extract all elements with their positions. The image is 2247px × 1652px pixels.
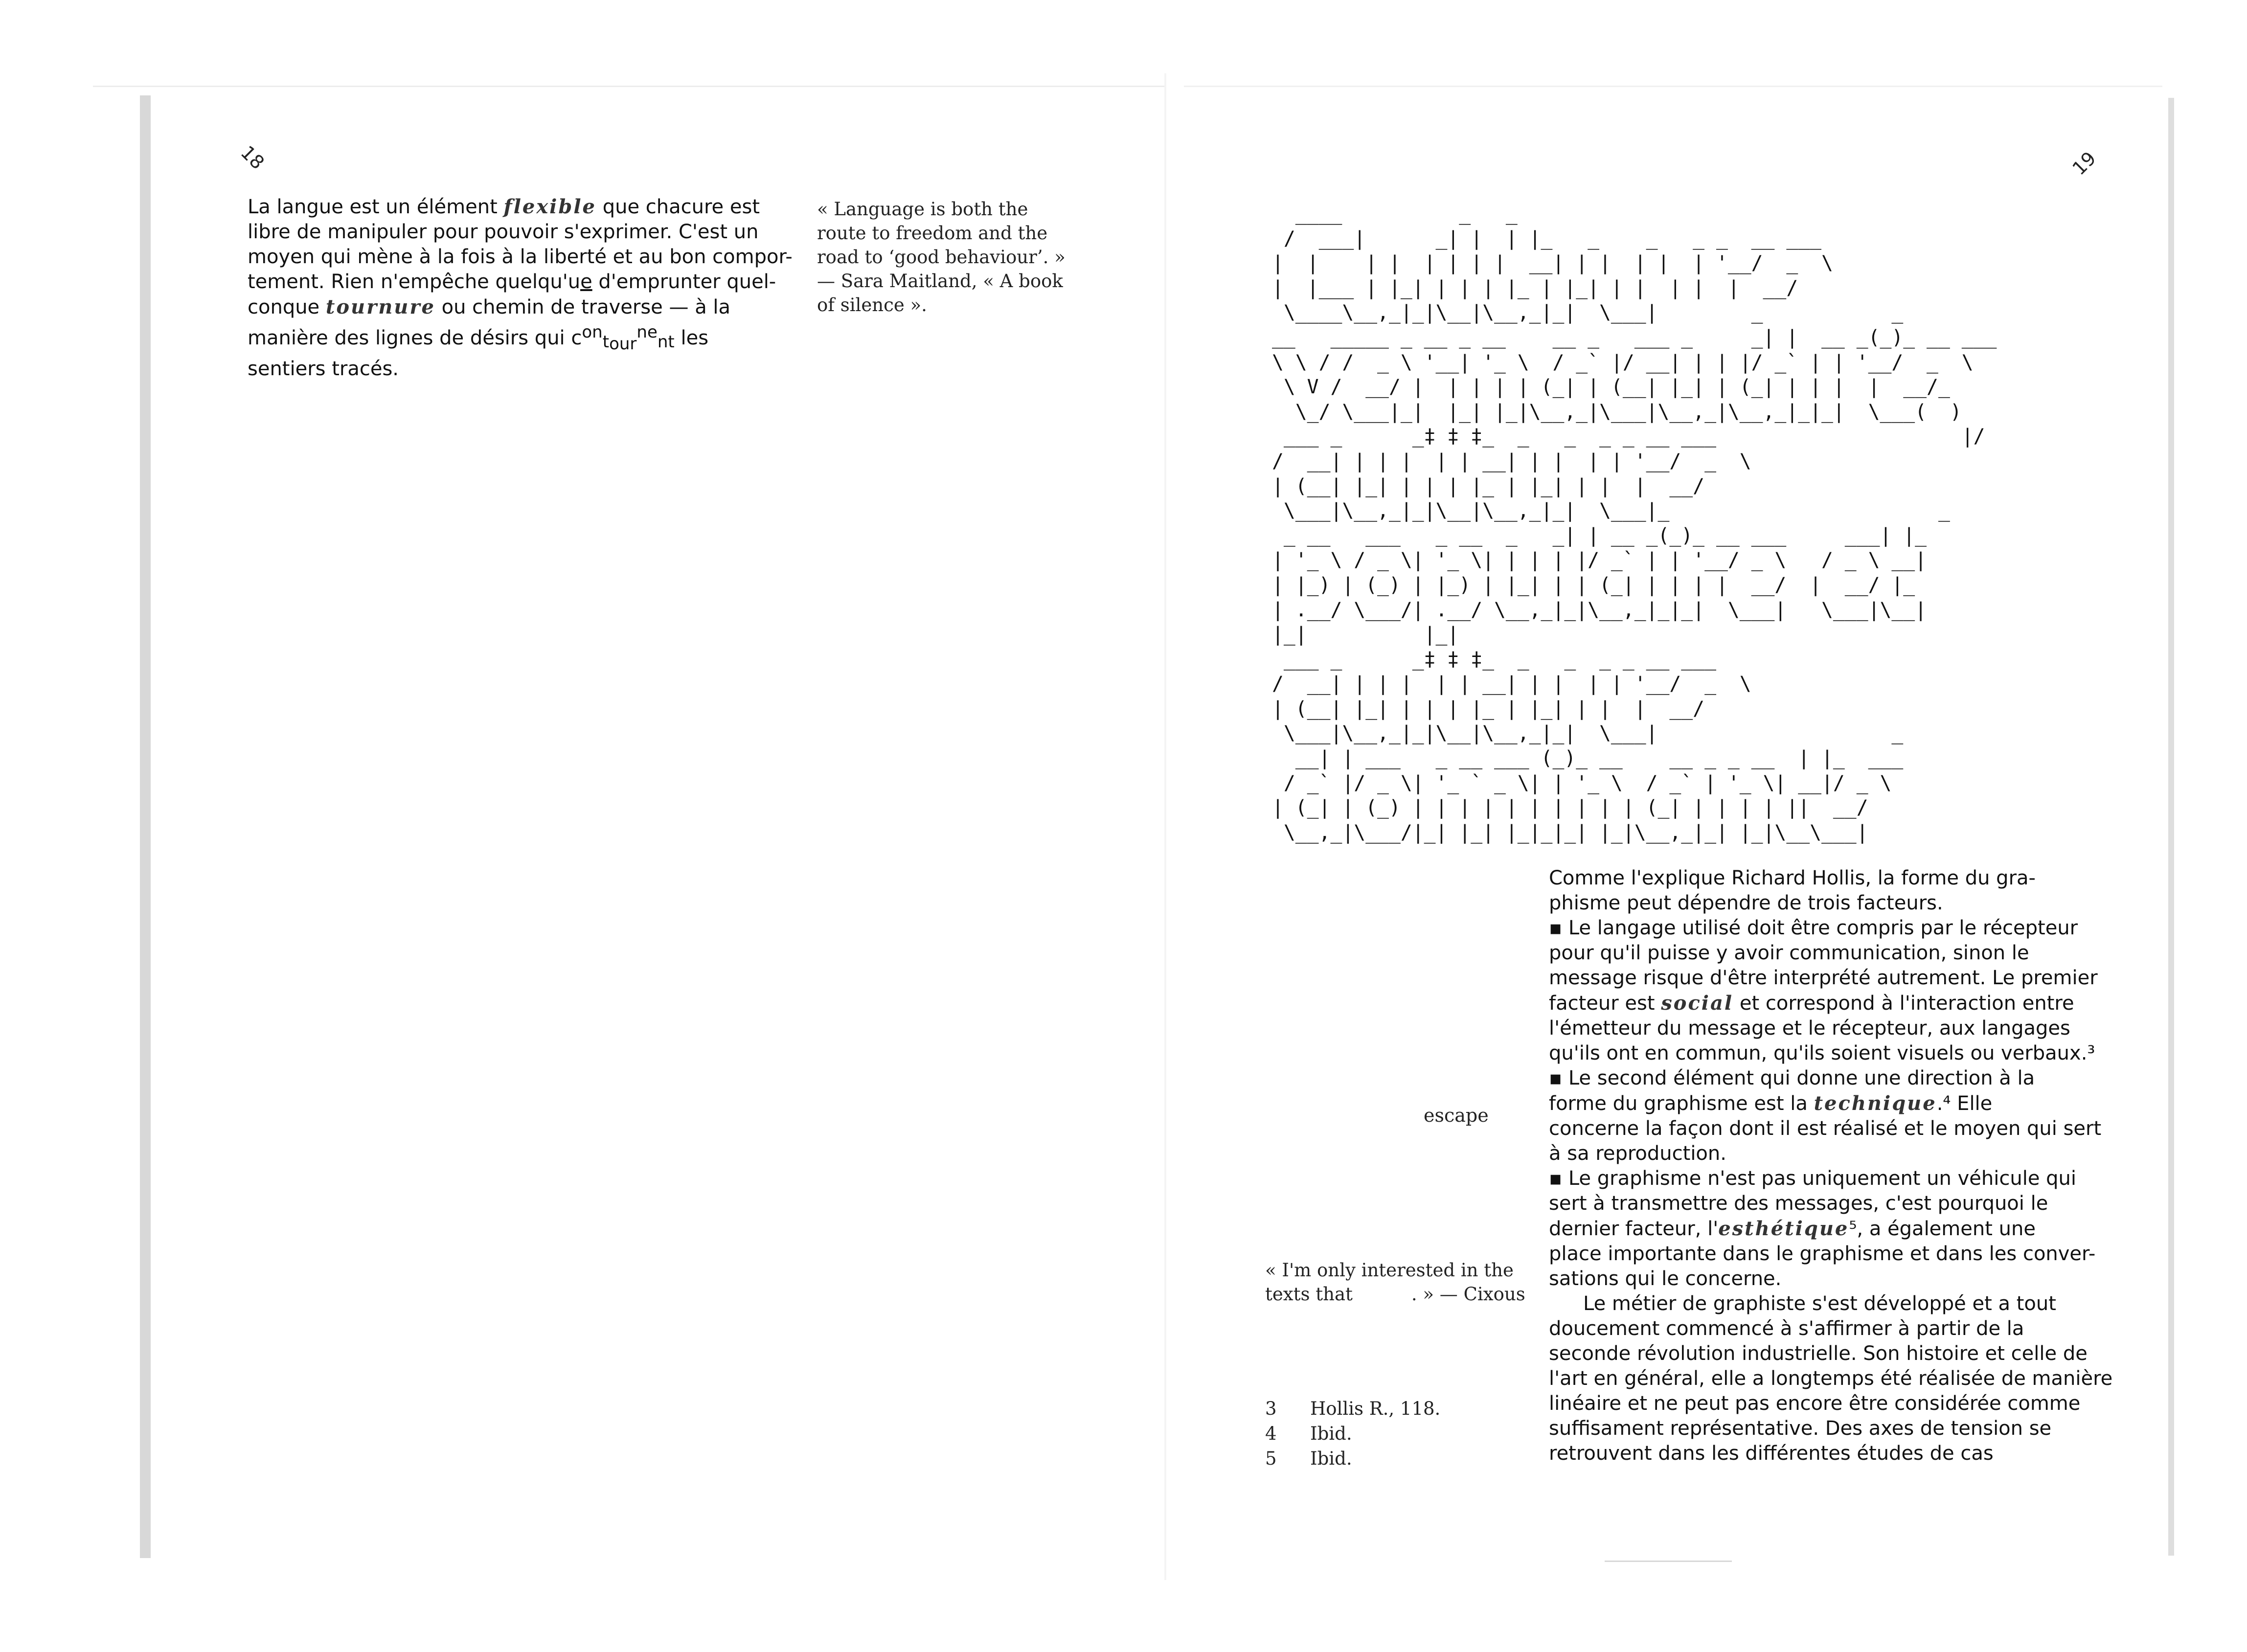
footnote: 3 Hollis R., 118. [1265,1398,1441,1419]
footnote: 5 Ibid. [1265,1448,1352,1469]
word-tournure: tournure [325,295,435,318]
side-quote-cixous: « I'm only interested in the texts that . » — Cixous [1265,1260,1525,1305]
page-edge-right [2168,98,2174,1556]
footnotes [1265,1396,1510,1471]
word-social: social [1661,992,1734,1015]
page-edge-left [140,95,151,1558]
footnote: 4 Ibid. [1265,1423,1352,1444]
word-esthetique: esthétique [1718,1217,1849,1240]
right-body-text: Comme l'explique Richard Hollis, la forme du gra- phisme peut dépendre de trois facteurs. ▪ Le langage utilisé doit être compris par le récepteur pour qu'il puisse y avoir communication, sinon le message risque d'être interprété autrement. Le premier facteur est social et correspond à l'interaction entre l'émetteur du message et le récepteur, aux langages qu'ils ont en commun, qu'ils soient visuels ou verbaux.³ ▪ Le second élément qui donne une direction à la forme du graphisme est la technique.⁴ Elle concerne la façon dont il est réalisé et le moyen qui sert à sa reproduction. ▪ Le graphisme n'est pas uniquement un véhicule qui sert à transmettre des messages, c'est pourquoi le dernier facteur, l'esthétique⁵, a également une place importante dans le graphisme et dans les conver- sations qui le concerne. Le métier de graphiste s'est développé et a tout doucement commencé à s'affirmer à partir de la seconde révolution industrielle. Son histoire et celle de l'art en général, elle a longtemps été réalisée de manière linéaire et ne peut pas encore être considérée comme suffisament représentative. Des axes de tension se retrouvent dans les différentes études de cas [1549,867,2113,1465]
side-quote-maitland: « Language is both the route to freedom and the road to ‘good behaviour’. » — Sara Maitland, « A book of silence ». [817,199,1066,316]
book-gutter [1164,73,1166,1580]
page-edge-top-right [1184,86,2162,87]
ascii-art-title: ____ _ _ / ___| _| | | |_ _ _ _ _ __ ___ | | | | | | | | __| | | | | | '__/ _ \ | |___ | |_| | | | |_ | |_| | | | | | __/ \____\__,_|_|\__|\__,_|_| \___| _ _ __ _____ _ __ _ __ __ _ ___ _ _| | __ _(_)_ __ ___ \ \ / / _ \ '__| '_ \ / _` |/ __| | | |/ _` | | '__/ _ \ \ V / __/ | | | | | (_| | (__| |_| | (_| | | | | __/_ \_/ \___|_| |_| |_|\__,_|\___|\__,_|\__,_|_|_| \___( ) ___ _ _‡ ‡ ‡_ _ _ _ _ __ ___ |/ / __| | | | | | __| | | | | '__/ _ \ | (__| |_| | | | |_ | |_| | | | __/ \___|\__,_|_|\__|\__,_|_| \___|_ _ _ __ ___ _ __ _ _| | __ _(_)_ __ ___ ___| |_ | '_ \ / _ \| '_ \| | | | |/ _` | | '__/ _ \ / _ \ __| | |_) | (_) | |_) | |_| | | (_| | | | | __/ | __/ |_ | .__/ \___/| .__/ \__,_|_|\__,_|_|_| \___| \___|\__| |_| |_| ___ _ _‡ ‡ ‡_ _ _ _ _ __ ___ / __| | | | | | __| | | | | '__/ _ \ | (__| |_| | | | |_ | |_| | | | __/ \___|\__,_|_|\__|\__,_|_| \___| _ __| | ___ _ __ ___ (_)_ __ __ _ _ __ | |_ ___ / _` |/ _ \| '_ ` _ \| | '_ \ / _` | '_ \| __|/ _ \ | (_| | (_) | | | | | | | | | | (_| | | | | || __/ \__,_|\___/|_| |_| |_|_|_| |_|\__,_|_| |_|\__\___| [1272,203,1997,844]
page-number-left: 18 [236,141,269,174]
word-technique: technique [1814,1092,1937,1115]
word-flexible: flexible [503,195,596,218]
page-edge-bottom [1605,1561,1732,1562]
margin-word-escape: escape [1424,1105,1489,1126]
left-body-text: La langue est un élément flexible que chacure est libre de manipuler pour pouvoir s'exprimer. C'est un moyen qui mène à la fois à la liberté et au bon compor- tement. Rien n'empêche quelqu'ue d'emprunter quel- conque tournure ou chemin de traverse — à la manière des lignes de désirs qui $c^{on}t_{our}^{ne}nt$ les sentiers tracés. [248,195,793,380]
page-edge-top-left [93,86,1164,87]
page-number-right: 19 [2068,147,2100,180]
